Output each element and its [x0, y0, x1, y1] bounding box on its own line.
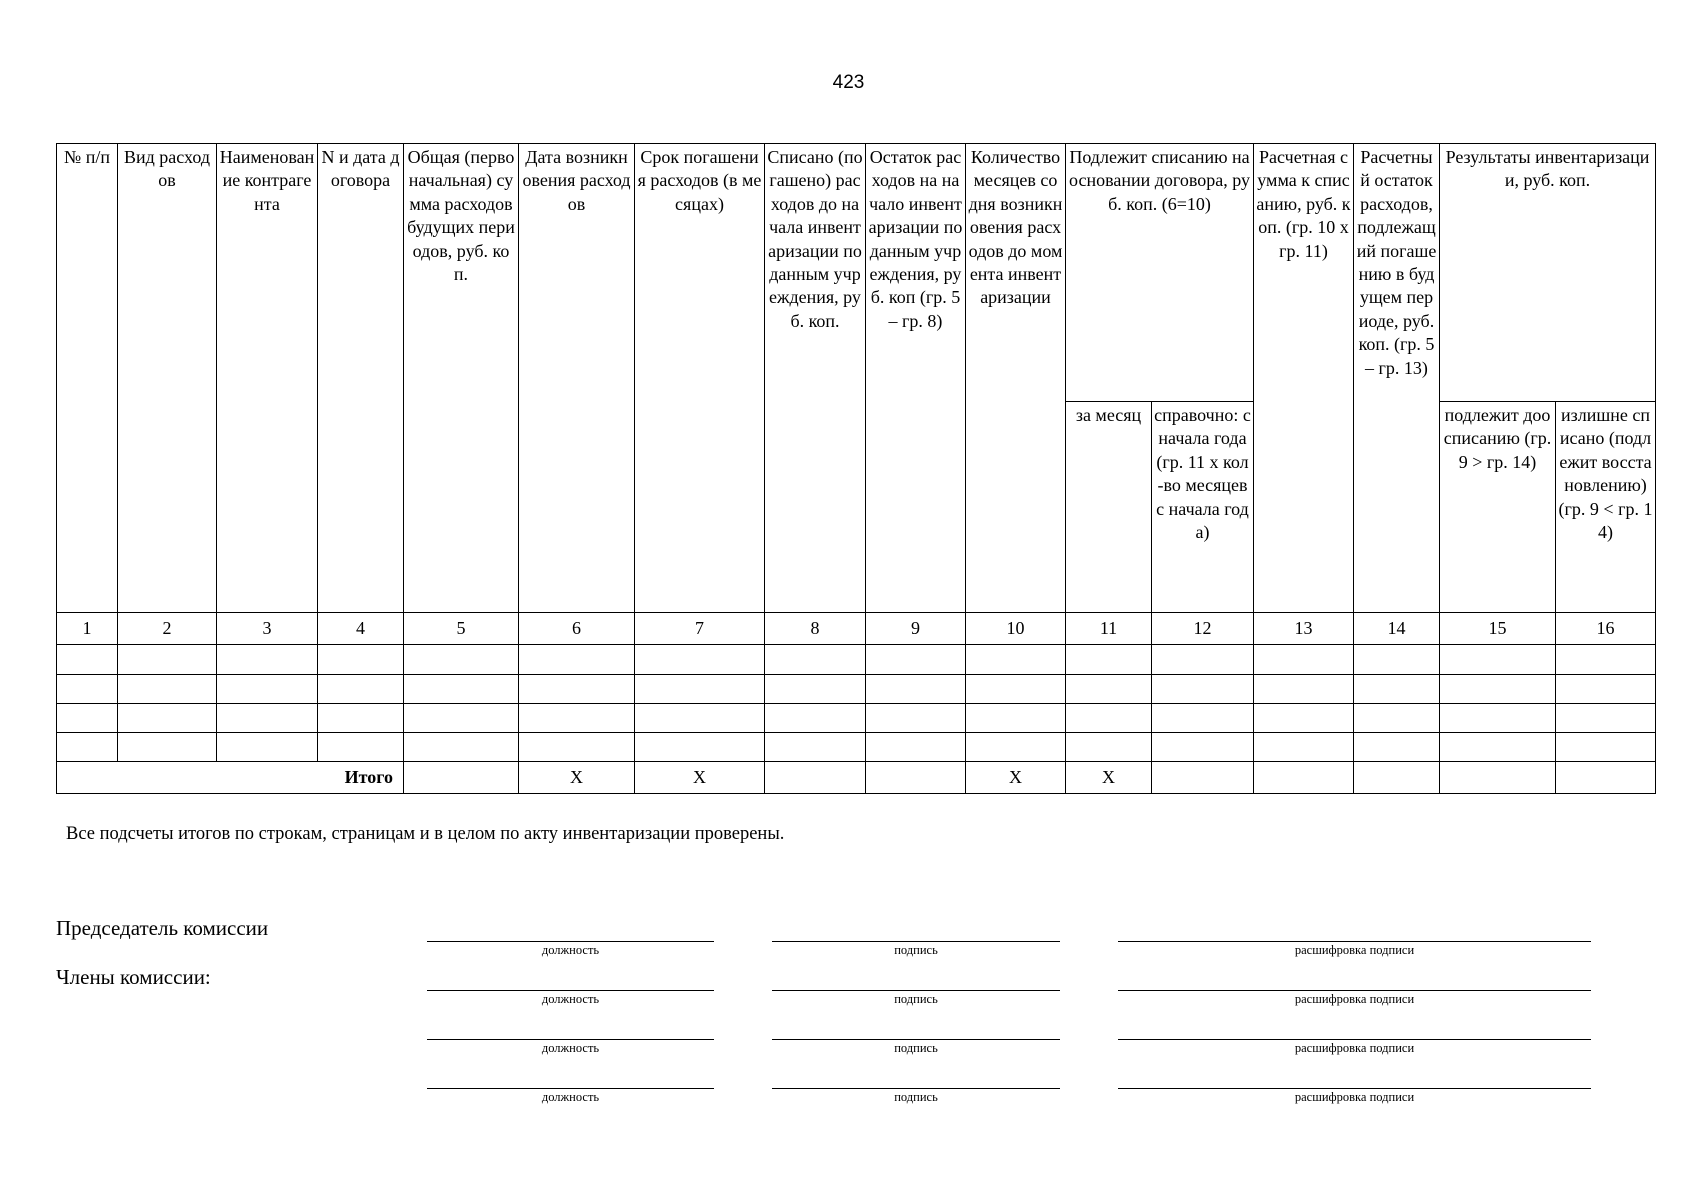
col-number: 4 [318, 613, 404, 645]
table-cell[interactable] [1254, 675, 1354, 704]
decoding-line[interactable] [1118, 1088, 1591, 1089]
table-cell[interactable] [57, 675, 118, 704]
table-cell[interactable] [519, 704, 635, 733]
table-cell[interactable] [866, 733, 966, 762]
table-cell[interactable] [1556, 675, 1656, 704]
table-cell[interactable] [1556, 645, 1656, 675]
table-cell[interactable] [1556, 733, 1656, 762]
table-cell[interactable] [1152, 645, 1254, 675]
total-cell-x: X [1066, 762, 1152, 794]
table-cell[interactable] [765, 645, 866, 675]
col-number: 1 [57, 613, 118, 645]
header-col-14: Расчетный остаток расходов, подлежащий погашению в будущем периоде, руб. коп. (гр. 5 – гр. 13) [1354, 144, 1440, 613]
table-cell[interactable] [866, 704, 966, 733]
table-cell[interactable] [1354, 675, 1440, 704]
position-caption: должность [541, 992, 600, 1006]
header-col-12: справочно: с начала года (гр. 11 х кол-во месяцев с начала года) [1152, 402, 1254, 613]
table-cell[interactable] [966, 675, 1066, 704]
table-cell[interactable] [404, 675, 519, 704]
inventory-table [56, 143, 1656, 794]
total-cell[interactable] [765, 762, 866, 794]
decoding-caption: расшифровка подписи [1294, 943, 1415, 957]
total-cell-x: X [635, 762, 765, 794]
col-number: 8 [765, 613, 866, 645]
table-cell[interactable] [1354, 645, 1440, 675]
decoding-caption: расшифровка подписи [1294, 1090, 1415, 1104]
col-number: 15 [1440, 613, 1556, 645]
signature-caption: подпись [894, 1090, 938, 1104]
position-line[interactable] [427, 990, 714, 991]
table-cell[interactable] [1152, 733, 1254, 762]
total-cell[interactable] [1556, 762, 1656, 794]
table-cell[interactable] [1440, 733, 1556, 762]
members-label: Члены комиссии: [56, 965, 211, 989]
table-cell[interactable] [318, 733, 404, 762]
header-col-2: Вид расходов [118, 144, 217, 613]
table-cell[interactable] [1254, 733, 1354, 762]
header-col-10: Количество месяцев со дня возникновения расходов до момента инвентаризации [966, 144, 1066, 613]
table-cell[interactable] [57, 704, 118, 733]
total-cell-x: X [966, 762, 1066, 794]
table-cell[interactable] [635, 733, 765, 762]
chairman-label: Председатель комиссии [56, 916, 269, 940]
table-cell[interactable] [118, 704, 217, 733]
table-cell[interactable] [1066, 675, 1152, 704]
table-cell[interactable] [1066, 733, 1152, 762]
position-line[interactable] [427, 1039, 714, 1040]
col-number: 16 [1556, 613, 1656, 645]
col-number: 2 [118, 613, 217, 645]
decoding-line[interactable] [1118, 1039, 1591, 1040]
table-cell[interactable] [635, 645, 765, 675]
table-cell[interactable] [1440, 675, 1556, 704]
table-cell[interactable] [966, 733, 1066, 762]
signature-caption: подпись [894, 943, 938, 957]
col-number: 3 [217, 613, 318, 645]
total-cell[interactable] [404, 762, 519, 794]
decoding-caption: расшифровка подписи [1294, 992, 1415, 1006]
table-cell[interactable] [1066, 645, 1152, 675]
position-line[interactable] [427, 941, 714, 942]
col-number: 7 [635, 613, 765, 645]
decoding-line[interactable] [1118, 941, 1591, 942]
table-cell[interactable] [217, 645, 318, 675]
table-row [57, 704, 1656, 733]
col-number: 13 [1254, 613, 1354, 645]
table-cell[interactable] [118, 733, 217, 762]
col-number: 5 [404, 613, 519, 645]
table-cell[interactable] [1152, 675, 1254, 704]
signature-line[interactable] [772, 1039, 1060, 1040]
header-col-11: за месяц [1066, 402, 1152, 613]
header-group-15-16: Результаты инвентаризации, руб. коп. [1440, 144, 1656, 402]
header-col-1: № п/п [57, 144, 118, 613]
page-number: 423 [832, 72, 865, 93]
signature-caption: подпись [894, 1041, 938, 1055]
table-cell[interactable] [635, 704, 765, 733]
table-cell[interactable] [635, 675, 765, 704]
decoding-line[interactable] [1118, 990, 1591, 991]
table-cell[interactable] [519, 675, 635, 704]
table-row [57, 733, 1656, 762]
table-row [57, 675, 1656, 704]
header-col-13: Расчетная сумма к списанию, руб. коп. (гр. 10 х гр. 11) [1254, 144, 1354, 613]
signature-line[interactable] [772, 990, 1060, 991]
table-cell[interactable] [118, 675, 217, 704]
col-number: 14 [1354, 613, 1440, 645]
column-number-row [57, 613, 1656, 645]
position-caption: должность [541, 1090, 600, 1104]
table-cell[interactable] [1440, 704, 1556, 733]
table-cell[interactable] [217, 704, 318, 733]
total-label: Итого [57, 762, 404, 794]
header-col-9: Остаток расходов на начало инвентаризации по данным учреждения, руб. коп (гр. 5 – гр. 8) [866, 144, 966, 613]
total-cell[interactable] [1152, 762, 1254, 794]
table-cell[interactable] [966, 645, 1066, 675]
table-cell[interactable] [866, 645, 966, 675]
decoding-caption: расшифровка подписи [1294, 1041, 1415, 1055]
table-row [57, 645, 1656, 675]
table-cell[interactable] [118, 645, 217, 675]
total-cell[interactable] [866, 762, 966, 794]
table-cell[interactable] [765, 704, 866, 733]
table-cell[interactable] [57, 733, 118, 762]
header-col-16: излишне списано (подлежит восстановлению) (гр. 9 < гр. 14) [1556, 402, 1656, 613]
table-cell[interactable] [765, 733, 866, 762]
col-number: 12 [1152, 613, 1254, 645]
table-cell[interactable] [318, 645, 404, 675]
table-cell[interactable] [1254, 645, 1354, 675]
table-cell[interactable] [318, 675, 404, 704]
table-cell[interactable] [1354, 704, 1440, 733]
table-cell[interactable] [519, 645, 635, 675]
signature-caption: подпись [894, 992, 938, 1006]
table-cell[interactable] [318, 704, 404, 733]
header-col-6: Дата возникновения расходов [519, 144, 635, 613]
table-cell[interactable] [1152, 704, 1254, 733]
table-cell[interactable] [866, 675, 966, 704]
table-cell[interactable] [519, 733, 635, 762]
header-col-15: подлежит доосписанию (гр. 9 > гр. 14) [1440, 402, 1556, 613]
table-cell[interactable] [1354, 733, 1440, 762]
header-col-3: Наименование контрагента [217, 144, 318, 613]
total-cell-x: X [519, 762, 635, 794]
total-cell[interactable] [1440, 762, 1556, 794]
table-cell[interactable] [57, 645, 118, 675]
header-col-4: N и дата договора [318, 144, 404, 613]
header-row [57, 144, 1656, 402]
header-col-7: Срок погашения расходов (в месяцах) [635, 144, 765, 613]
position-caption: должность [541, 1041, 600, 1055]
table-cell[interactable] [1254, 704, 1354, 733]
total-row [57, 762, 1656, 794]
header-group-11-12: Подлежит списанию на основании договора, руб. коп. (6=10) [1066, 144, 1254, 402]
position-line[interactable] [427, 1088, 714, 1089]
table-cell[interactable] [966, 704, 1066, 733]
table-cell[interactable] [404, 733, 519, 762]
col-number: 6 [519, 613, 635, 645]
table-cell[interactable] [217, 733, 318, 762]
col-number: 11 [1066, 613, 1152, 645]
table-cell[interactable] [404, 704, 519, 733]
table-cell[interactable] [1556, 704, 1656, 733]
total-cell[interactable] [1354, 762, 1440, 794]
table-cell[interactable] [1440, 645, 1556, 675]
header-col-8: Списано (погашено) расходов до начала инвентаризации по данным учреждения, руб. коп. [765, 144, 866, 613]
signature-line[interactable] [772, 1088, 1060, 1089]
header-col-5: Общая (первоначальная) сумма расходов будущих периодов, руб. коп. [404, 144, 519, 613]
table-cell[interactable] [404, 645, 519, 675]
col-number: 9 [866, 613, 966, 645]
table-cell[interactable] [765, 675, 866, 704]
total-cell[interactable] [1254, 762, 1354, 794]
table-cell[interactable] [217, 675, 318, 704]
verification-note: Все подсчеты итогов по строкам, страницам и в целом по акту инвентаризации проверены. [66, 824, 785, 844]
col-number: 10 [966, 613, 1066, 645]
table-cell[interactable] [1066, 704, 1152, 733]
signature-line[interactable] [772, 941, 1060, 942]
position-caption: должность [541, 943, 600, 957]
